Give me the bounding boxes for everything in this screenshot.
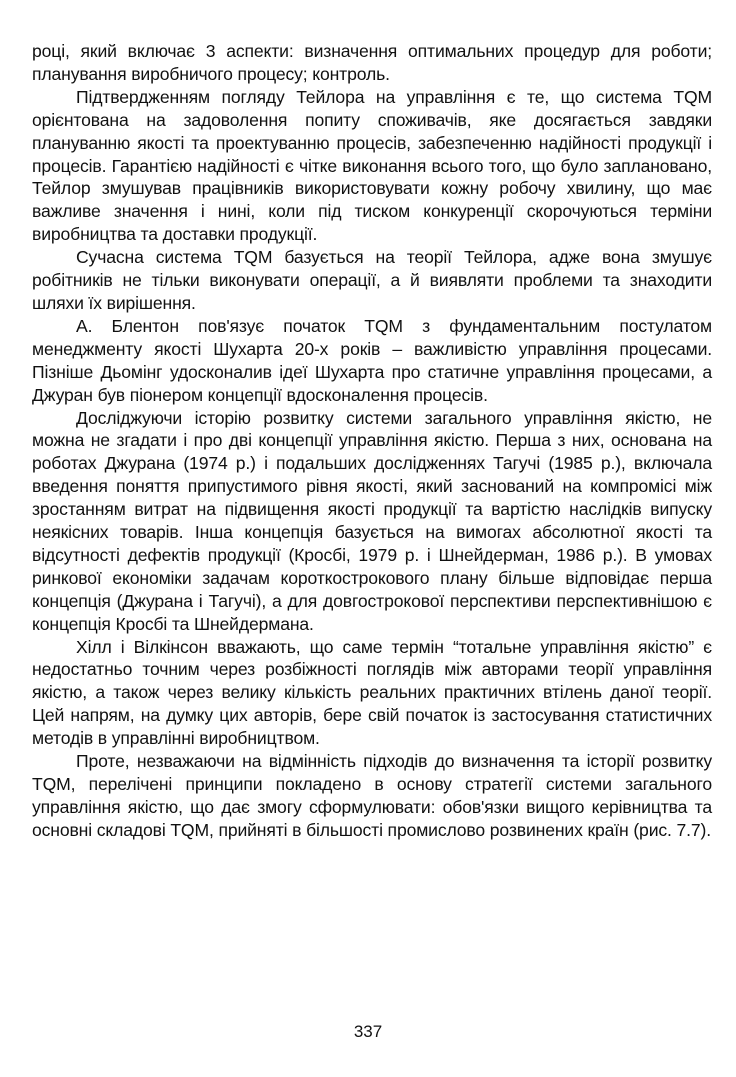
paragraph-7: Проте, незважаючи на відмінність підходів до визначення та історії розвитку TQM, перелічені принципи покладено в основу стратегії системи загального управління якістю, що дає змогу сформулювати: обов'язки вищого керівництва та основні складові TQM, прийняті в більшості промислово розвинених країн (рис. 7.7). xyxy=(32,751,712,840)
paragraph-6: Хілл і Вілкінсон вважають, що саме термін “тотальне управління якістю” є недостатньо точним через розбіжності поглядів між авторами теорії управління якістю, а також через велику кількість реальних практичних втілень даної теорії. Цей напрям, на думку цих авторів, бере свій початок із застосування статистичних методів в управлінні виробництвом. xyxy=(32,636,712,749)
page-number: 337 xyxy=(353,1022,383,1041)
paragraph-5: Досліджуючи історію розвитку системи загального управління якістю, не можна не згадати і про дві концепції управління якістю. Перша з них, основана на роботах Джурана (1974 р.) і подальших дослідженнях Тагучі (1985 р.), включала введення поняття припустимого рівня якості, який заснований на компромісі між зростанням витрат на підвищення якості продукції та вартістю наслідків випуску неякісних товарів. Інша концепція базується на вимогах абсолютної якості та відсутності дефектів продукції (Кросбі, 1979 р. і Шнейдерман, 1986 р.). В умовах ринкової економіки задачам короткострокового плану більше відповідає перша концепція (Джурана і Тагучі), а для довгострокової перспективи перспективнішою є концепція Кросбі та Шнейдермана. xyxy=(32,407,712,634)
paragraph-1: році, який включає 3 аспекти: визначення оптимальних процедур для роботи; планування виробничого процесу; контроль. xyxy=(32,41,712,84)
document-page xyxy=(32,40,712,842)
paragraph-3: Сучасна система TQM базується на теорії Тейлора, адже вона змушує робітників не тільки виконувати операції, а й виявляти проблеми та знаходити шляхи їх вирішення. xyxy=(32,247,712,313)
paragraph-2: Підтвердженням погляду Тейлора на управління є те, що система TQM орієнтована на задоволення попиту споживачів, яке досягається завдяки плануванню якості та проектуванню процесів, забезпеченню надійності продукції і процесів. Гарантією надійності є чітке виконання всього того, що було заплановано, Тейлор змушував працівників використовувати кожну робочу хвилину, що має важливе значення і нині, коли під тиском конкуренції скорочуються терміни виробництва та доставки продукції. xyxy=(32,86,712,245)
paragraph-4: А. Блентон пов'язує початок TQM з фундаментальним постулатом менеджменту якості Шухарта 20-х років – важливістю управління процесами. Пізніше Дьомінг удосконалив ідеї Шухарта про статичне управління процесами, а Джуран був піонером концепції вдосконалення процесів. xyxy=(32,315,712,405)
